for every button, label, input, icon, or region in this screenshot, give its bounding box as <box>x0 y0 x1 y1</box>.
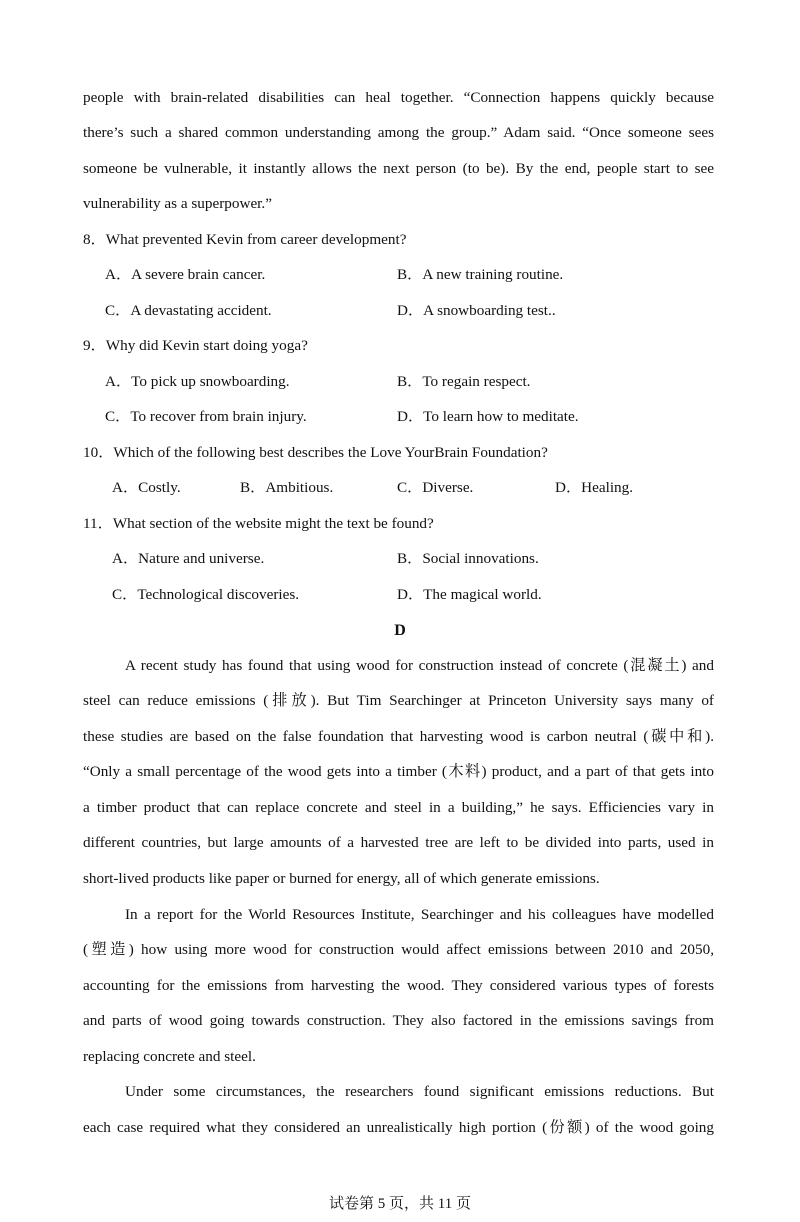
option-d <box>397 406 579 428</box>
option-d <box>555 477 633 499</box>
option-text: Nature and universe. <box>138 550 265 567</box>
option-letter: B． <box>397 373 423 390</box>
passage-line: these studies are based on the false foundation that harvesting wood is carbon neutral (碳中和). <box>83 728 714 745</box>
option-letter: D． <box>555 479 582 496</box>
option-letter: A． <box>112 479 139 496</box>
question-text: Why did Kevin start doing yoga? <box>105 337 308 354</box>
option-letter: A． <box>105 266 132 283</box>
option-letter: B． <box>397 550 423 567</box>
option-text: Costly. <box>138 479 181 496</box>
passage-line: vulnerability as a superpower.” <box>83 195 272 212</box>
question-number: 10． <box>83 444 114 461</box>
option-d <box>397 300 556 322</box>
passage-line: each case required what they considered an unrealistically high portion (份额) of the wood going <box>83 1119 714 1136</box>
option-text: A new training routine. <box>422 266 564 283</box>
option-letter: B． <box>397 266 423 283</box>
option-text: To learn how to meditate. <box>423 408 579 425</box>
passage-line: different countries, but large amounts of a harvested tree are left to be divided into parts, used in <box>83 834 714 851</box>
passage-line: someone be vulnerable, it instantly allows the next person (to be). By the end, people start to see <box>83 160 714 177</box>
option-letter: B． <box>240 479 266 496</box>
option-letter: C． <box>397 479 423 496</box>
option-text: Social innovations. <box>422 550 539 567</box>
question-number: 8． <box>83 231 106 248</box>
passage-line: “Only a small percentage of the wood gets into a timber (木料) product, and a part of that gets into <box>83 763 714 780</box>
question-stem <box>83 335 308 357</box>
question-text: What section of the website might the text be found? <box>112 515 434 532</box>
option-a <box>112 548 264 570</box>
passage-line: replacing concrete and steel. <box>83 1048 256 1065</box>
option-c <box>105 300 272 322</box>
option-b <box>240 477 333 499</box>
option-a <box>105 264 265 286</box>
option-d <box>397 584 542 606</box>
passage-line: (塑造) how using more wood for construction would affect emissions between 2010 and 2050, <box>83 941 714 958</box>
passage-line: accounting for the emissions from harvesting the wood. They considered various types of forests <box>83 977 714 994</box>
passage-line: short-lived products like paper or burned for energy, all of which generate emissions. <box>83 870 600 887</box>
option-text: Healing. <box>581 479 634 496</box>
option-c <box>105 406 307 428</box>
option-text: Ambitious. <box>265 479 334 496</box>
option-text: The magical world. <box>423 586 542 603</box>
option-text: To pick up snowboarding. <box>131 373 290 390</box>
passage-line: people with brain-related disabilities can heal together. “Connection happens quickly because <box>83 89 714 106</box>
option-c <box>397 477 473 499</box>
option-text: A severe brain cancer. <box>131 266 266 283</box>
option-letter: A． <box>112 550 139 567</box>
option-c <box>112 584 299 606</box>
option-text: To regain respect. <box>422 373 531 390</box>
question-stem <box>83 229 406 251</box>
option-text: Diverse. <box>422 479 474 496</box>
section-heading-d: D <box>394 622 406 639</box>
passage-line: steel can reduce emissions (排放). But Tim Searchinger at Princeton University says many of <box>83 692 714 709</box>
passage-line: Under some circumstances, the researchers found significant emissions reductions. But <box>125 1083 714 1100</box>
option-text: A devastating accident. <box>130 302 272 319</box>
passage-line: A recent study has found that using wood for construction instead of concrete (混凝土) and <box>125 657 714 674</box>
page-footer: 试卷第 5 页，共 11 页 <box>329 1196 471 1212</box>
question-text: What prevented Kevin from career development? <box>105 231 407 248</box>
option-text: A snowboarding test.. <box>423 302 556 319</box>
question-stem <box>83 513 434 535</box>
option-letter: A． <box>105 373 132 390</box>
option-letter: C． <box>105 408 131 425</box>
question-stem <box>83 442 548 464</box>
option-b <box>397 264 563 286</box>
passage-line: and parts of wood going towards construction. They also factored in the emissions savings from <box>83 1012 714 1029</box>
option-a <box>105 371 290 393</box>
option-letter: D． <box>397 302 424 319</box>
option-letter: D． <box>397 586 424 603</box>
option-letter: D． <box>397 408 424 425</box>
option-b <box>397 371 530 393</box>
option-b <box>397 548 539 570</box>
question-number: 11． <box>83 515 113 532</box>
option-text: To recover from brain injury. <box>130 408 307 425</box>
passage-line: there’s such a shared common understanding among the group.” Adam said. “Once someone sees <box>83 124 714 141</box>
question-text: Which of the following best describes the Love YourBrain Foundation? <box>113 444 548 461</box>
option-a <box>112 477 181 499</box>
passage-line: In a report for the World Resources Institute, Searchinger and his colleagues have modelled <box>125 906 714 923</box>
passage-line: a timber product that can replace concrete and steel in a building,” he says. Efficiencies vary in <box>83 799 714 816</box>
option-letter: C． <box>112 586 138 603</box>
question-number: 9． <box>83 337 106 354</box>
option-letter: C． <box>105 302 131 319</box>
option-text: Technological discoveries. <box>137 586 300 603</box>
